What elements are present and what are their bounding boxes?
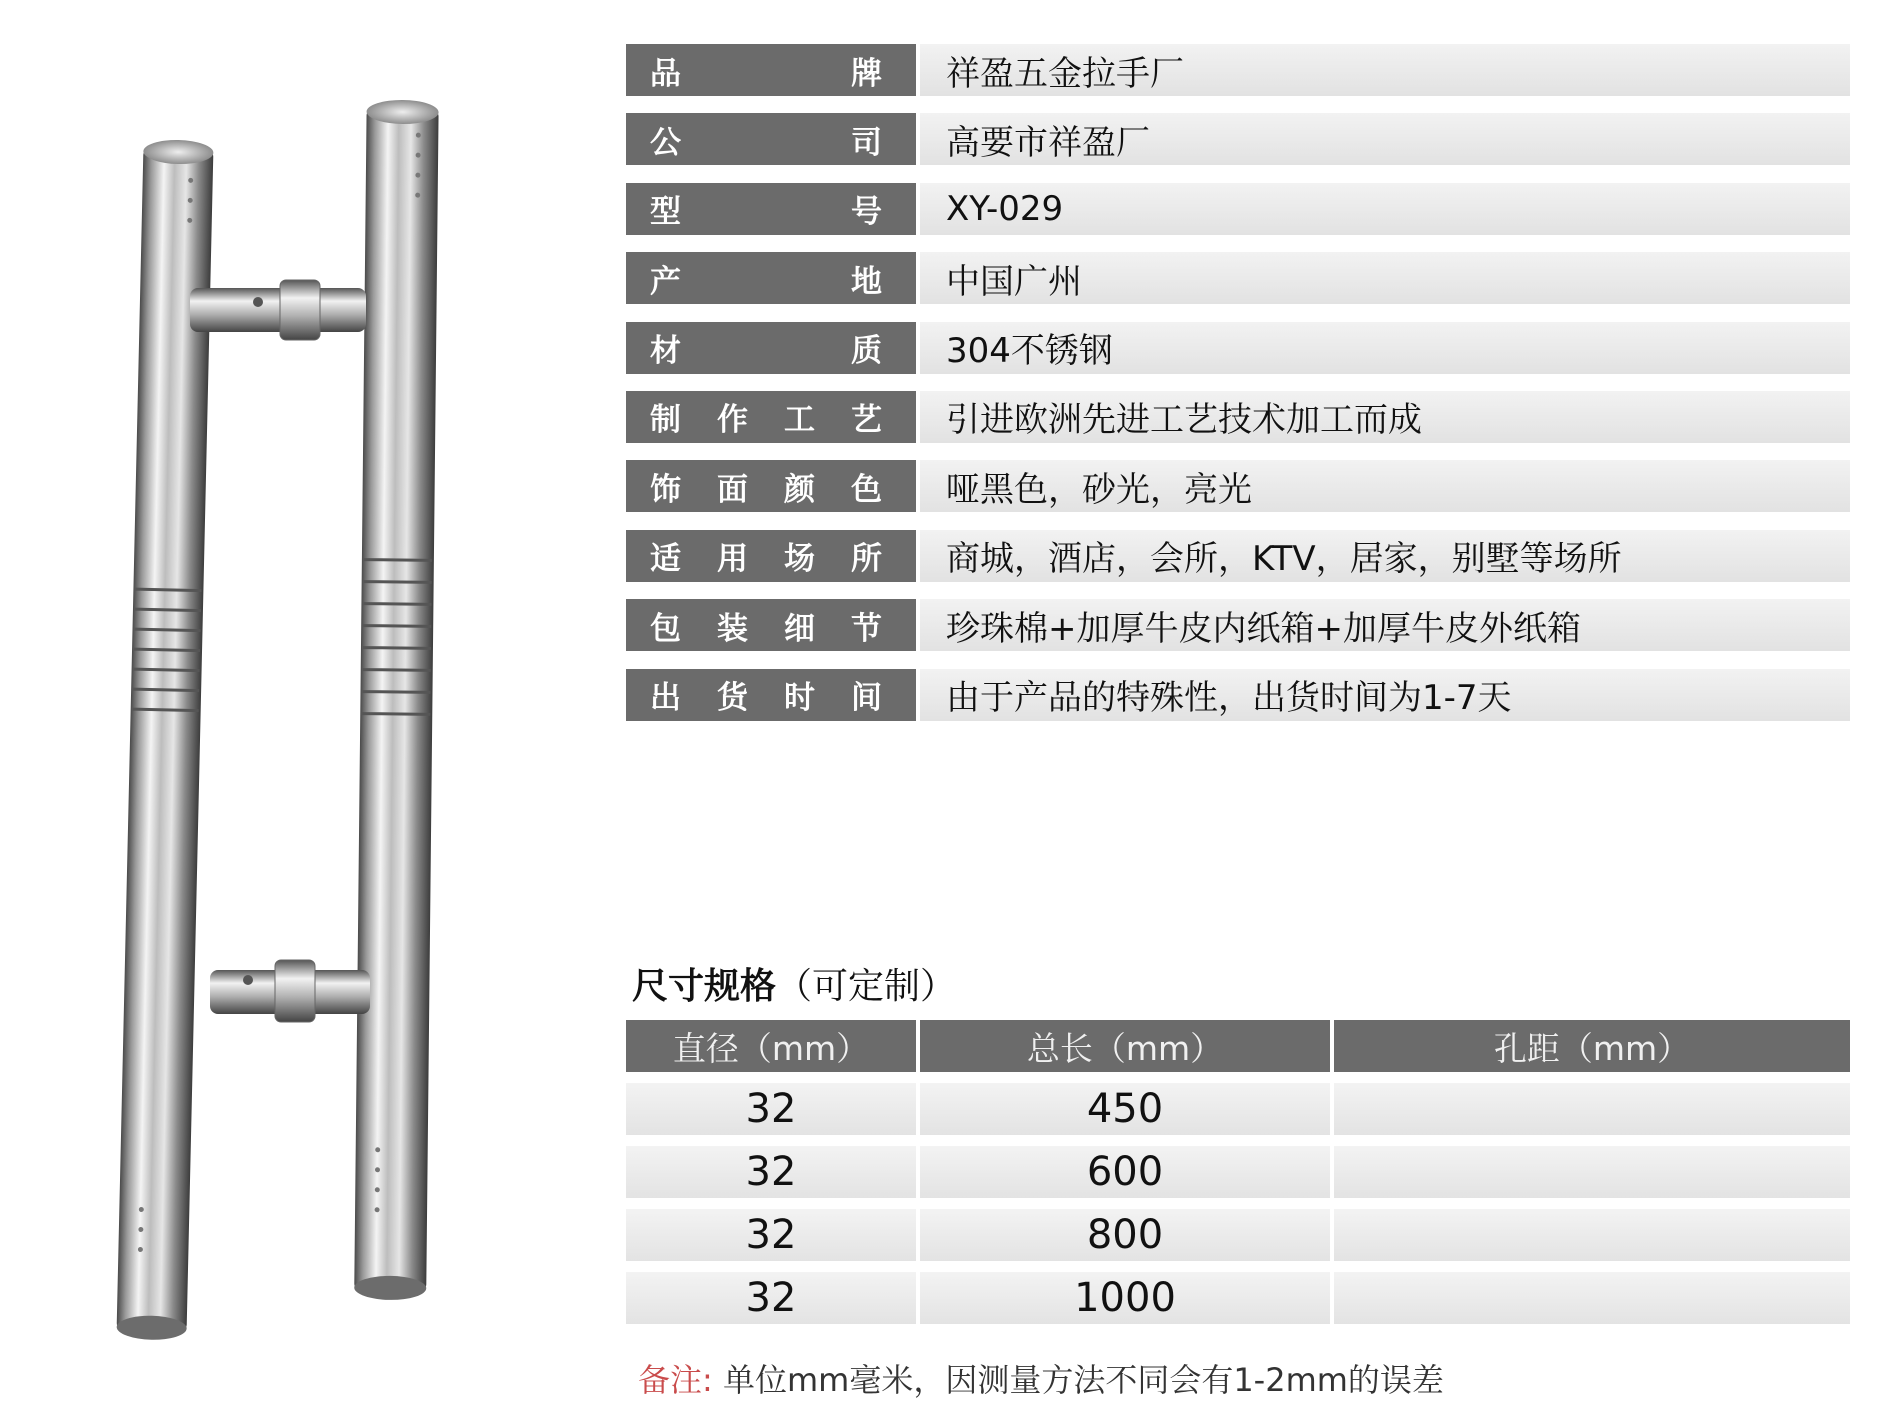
size-section-title [632, 958, 956, 1009]
size-title: 尺寸规格 [632, 966, 777, 1007]
spec-row-packaging [626, 599, 1850, 651]
cell-hole-distance [1334, 1083, 1850, 1135]
spec-label [626, 113, 916, 165]
bottom-connector [210, 960, 370, 1022]
spec-label [626, 530, 916, 582]
spec-label-char: 司 [851, 124, 882, 161]
spec-label-char: 产 [650, 263, 681, 300]
size-subtitle: （可定制） [776, 966, 957, 1007]
spec-label-char: 饰 [650, 471, 681, 508]
spec-label-char: 号 [851, 194, 882, 231]
spec-table [626, 44, 1850, 738]
cell-diameter: 32 [626, 1272, 916, 1324]
cell-diameter: 32 [626, 1209, 916, 1261]
spec-label-char: 用 [717, 541, 748, 578]
spec-label-char: 工 [784, 402, 815, 439]
spec-label-char: 品 [650, 55, 681, 92]
note-text: 单位mm毫米，因测量方法不同会有1-2mm的误差 [712, 1361, 1444, 1399]
spec-value: 商城，酒店，会所，KTV，居家，别墅等场所 [920, 530, 1850, 582]
spec-label-char: 节 [851, 610, 882, 647]
spec-label-char: 货 [717, 680, 748, 717]
cell-length: 800 [920, 1209, 1330, 1261]
spec-label-char: 出 [650, 680, 681, 717]
spec-row-material [626, 322, 1850, 374]
spec-label-char: 所 [851, 541, 882, 578]
cell-length: 450 [920, 1083, 1330, 1135]
cell-diameter: 32 [626, 1083, 916, 1135]
spec-value: XY-029 [920, 183, 1850, 235]
spec-label [626, 669, 916, 721]
spec-label-char: 颜 [784, 471, 815, 508]
spec-row-venues [626, 530, 1850, 582]
header-length: 总长（mm） [920, 1020, 1330, 1072]
cell-length: 600 [920, 1146, 1330, 1198]
note-prefix: 备注: [638, 1361, 713, 1399]
spec-label [626, 391, 916, 443]
spec-label-char: 面 [717, 471, 748, 508]
cell-hole-distance [1334, 1146, 1850, 1198]
footnote [638, 1355, 1444, 1401]
spec-value: 哑黑色，砂光，亮光 [920, 460, 1850, 512]
spec-label [626, 599, 916, 651]
cell-hole-distance [1334, 1209, 1850, 1261]
spec-label-char: 细 [784, 610, 815, 647]
spec-value: 珍珠棉+加厚牛皮内纸箱+加厚牛皮外纸箱 [920, 599, 1850, 651]
header-diameter: 直径（mm） [626, 1020, 916, 1072]
spec-row-brand [626, 44, 1850, 96]
size-table [626, 1020, 1850, 1324]
spec-row-delivery [626, 669, 1850, 721]
spec-value: 304不锈钢 [920, 322, 1850, 374]
spec-label-char: 包 [650, 610, 681, 647]
spec-label-char: 场 [784, 541, 815, 578]
spec-label [626, 322, 916, 374]
spec-label-char: 制 [650, 402, 681, 439]
spec-label-char: 装 [717, 610, 748, 647]
spec-label-char: 色 [851, 471, 882, 508]
spec-label [626, 460, 916, 512]
spec-label-char: 地 [851, 263, 882, 300]
spec-label-char: 公 [650, 124, 681, 161]
spec-label-char: 材 [650, 333, 681, 370]
cell-length: 1000 [920, 1272, 1330, 1324]
spec-label-char: 艺 [851, 402, 882, 439]
spec-label [626, 183, 916, 235]
table-row [626, 1146, 1850, 1198]
table-row [626, 1272, 1850, 1324]
right-bar [354, 100, 439, 1301]
spec-label-char: 时 [784, 680, 815, 717]
spec-value: 中国广州 [920, 252, 1850, 304]
table-row [626, 1209, 1850, 1261]
spec-value: 祥盈五金拉手厂 [920, 44, 1850, 96]
spec-value: 高要市祥盈厂 [920, 113, 1850, 165]
size-table-header [626, 1020, 1850, 1072]
spec-value: 引进欧洲先进工艺技术加工而成 [920, 391, 1850, 443]
spec-value: 由于产品的特殊性，出货时间为1-7天 [920, 669, 1850, 721]
table-row [626, 1083, 1850, 1135]
spec-label-char: 适 [650, 541, 681, 578]
spec-row-model [626, 183, 1850, 235]
spec-label-char: 型 [650, 194, 681, 231]
spec-label-char: 间 [851, 680, 882, 717]
header-hole-distance: 孔距（mm） [1334, 1020, 1850, 1072]
spec-label-char: 作 [717, 402, 748, 439]
spec-row-company [626, 113, 1850, 165]
spec-label-char: 质 [851, 333, 882, 370]
spec-label [626, 44, 916, 96]
spec-row-finish [626, 460, 1850, 512]
cell-diameter: 32 [626, 1146, 916, 1198]
door-handle-image [70, 90, 490, 1350]
spec-row-origin [626, 252, 1850, 304]
top-connector [190, 280, 366, 340]
spec-label [626, 252, 916, 304]
spec-row-craft [626, 391, 1850, 443]
cell-hole-distance [1334, 1272, 1850, 1324]
spec-label-char: 牌 [851, 55, 882, 92]
